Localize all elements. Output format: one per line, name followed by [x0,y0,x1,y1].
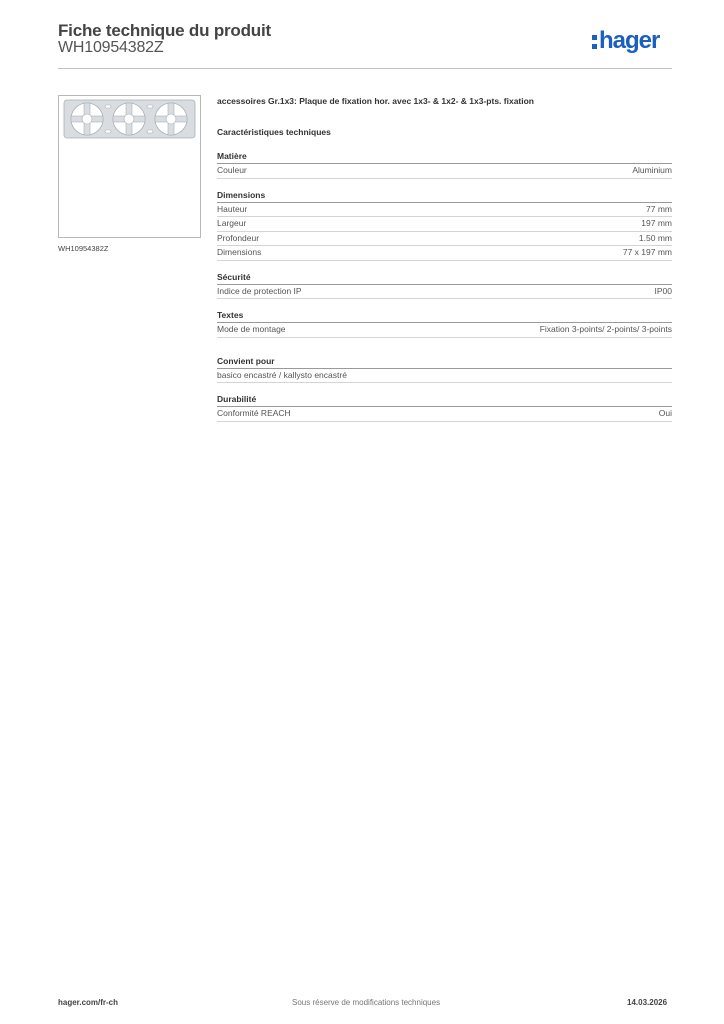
spec-row [217,246,672,261]
logo-text: hager [599,27,660,54]
product-description: accessoires Gr.1x3: Plaque de fixation hor. avec 1x3- & 1x2- & 1x3-pts. fixation [217,96,534,106]
spec-label: Profondeur [217,232,260,243]
section-durabilite [217,394,672,422]
spec-row [217,407,672,422]
spec-row [217,323,672,338]
section-matiere [217,151,672,179]
spec-label: Dimensions [217,247,262,257]
product-details [217,96,672,433]
spec-row [217,232,672,247]
spec-label: Hauteur [217,203,248,214]
section-title: Matière [217,151,672,164]
section-title: Textes [217,310,672,323]
fixing-plate-3-gang-image [59,96,200,237]
product-image-frame [58,95,201,238]
section-title: Dimensions [217,190,672,203]
tech-heading: Caractéristiques techniques [217,127,331,137]
section-convient-pour [217,356,672,384]
spec-label: basico encastré / kallysto encastré [217,369,347,380]
section-textes [217,310,672,338]
spec-label: Mode de montage [217,324,286,334]
spec-value: 77 x 197 mm [622,247,672,257]
spec-row [217,285,672,300]
product-code: WH10954382Z [58,39,164,56]
spec-label: Couleur [217,165,247,175]
page-title: Fiche technique du produit [58,21,271,40]
footer-notice: Sous réserve de modifications techniques [292,998,441,1007]
spec-label: Largeur [217,218,247,228]
spec-value: Oui [658,408,672,418]
section-dimensions [217,190,672,261]
spec-label: Conformité REACH [217,408,291,418]
spec-value: 197 mm [641,218,672,228]
header-divider [58,68,672,69]
section-title: Durabilité [217,394,672,407]
spec-value: 77 mm [646,203,672,214]
spec-row [217,369,672,384]
footer-date: 14.03.2026 [627,998,668,1007]
logo-colon-mark [592,35,597,49]
spec-row [217,164,672,179]
section-securite [217,272,672,300]
image-caption: WH10954382Z [58,244,109,253]
section-title: Sécurité [217,272,672,285]
spec-value: Aluminium [632,165,672,175]
section-title: Convient pour [217,356,672,369]
spec-value: IP00 [654,285,672,296]
spec-label: Indice de protection IP [217,285,302,296]
footer-website-link[interactable]: hager.com/fr-ch [58,998,119,1007]
spec-row [217,217,672,232]
spec-value: 1.50 mm [638,232,672,243]
spec-row [217,203,672,218]
hager-logo[interactable] [592,29,659,53]
spec-value: Fixation 3-points/ 2-points/ 3-points [539,324,672,334]
